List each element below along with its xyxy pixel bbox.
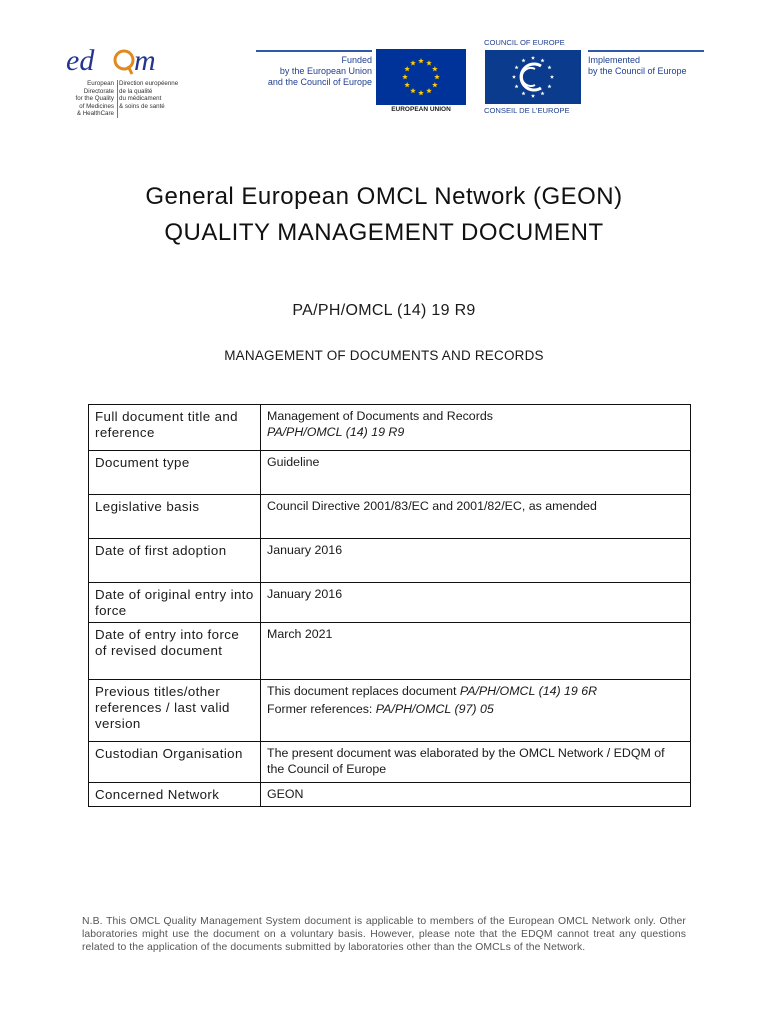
table-row-full-title xyxy=(89,405,691,451)
coe-name-french: CONSEIL DE L'EUROPE xyxy=(484,106,570,115)
row-label: Custodian Organisation xyxy=(89,742,261,783)
document-title-line2: QUALITY MANAGEMENT DOCUMENT xyxy=(164,219,604,246)
document-info-table xyxy=(88,404,691,807)
svg-text:ed: ed xyxy=(66,44,95,77)
row-value: GEON xyxy=(261,783,691,807)
row-label: Legislative basis xyxy=(89,495,261,539)
row-value: January 2016 xyxy=(261,583,691,623)
funded-rule xyxy=(256,50,372,52)
previous-line1-prefix: This document replaces document xyxy=(267,684,460,698)
table-row-revised-entry xyxy=(89,623,691,680)
eu-flag-icon xyxy=(376,49,466,105)
edqm-divider xyxy=(117,80,118,118)
table-row-document-type xyxy=(89,451,691,495)
row-label: Concerned Network xyxy=(89,783,261,807)
edqm-wordmark xyxy=(64,44,164,78)
coe-name-english: COUNCIL OF EUROPE xyxy=(484,38,565,47)
implemented-rule xyxy=(588,50,704,52)
edqm-logo xyxy=(58,44,182,120)
council-of-europe-logo xyxy=(484,38,584,118)
table-row-legislative-basis xyxy=(89,495,691,539)
row-label: Previous titles/other references / last valid version xyxy=(89,680,261,742)
row-value xyxy=(261,405,691,451)
table-row-previous-titles xyxy=(89,680,691,742)
row-value: March 2021 xyxy=(261,623,691,680)
previous-line2 xyxy=(267,701,684,717)
table-row-first-adoption xyxy=(89,539,691,583)
row-value: January 2016 xyxy=(261,539,691,583)
document-reference: PA/PH/OMCL (14) 19 R9 xyxy=(292,302,476,319)
row-label: Document type xyxy=(89,451,261,495)
footer-note: N.B. This OMCL Quality Management System document is applicable to members of the European OMCL Network only. Other laboratories might use the document on a voluntary basis. However, please note that the EDQM cannot treat any questions related to the application of the documents submitted by laboratories other than the OMCLs of the Network. xyxy=(82,916,686,953)
previous-line2-reference: PA/PH/OMCL (97) 05 xyxy=(375,702,494,716)
row-value xyxy=(261,680,691,742)
previous-line1-reference: PA/PH/OMCL (14) 19 6R xyxy=(459,684,598,698)
row-label: Date of entry into force of revised document xyxy=(89,623,261,680)
table-row-custodian xyxy=(89,742,691,783)
eu-flag-logo xyxy=(376,49,466,115)
row-value: Council Directive 2001/83/EC and 2001/82/EC, as amended xyxy=(261,495,691,539)
document-subject: MANAGEMENT OF DOCUMENTS AND RECORDS xyxy=(224,348,544,363)
funded-text: Funded by the European Union and the Council of Europe xyxy=(267,55,372,87)
previous-line2-prefix: Former references: xyxy=(267,702,376,716)
row-label: Date of first adoption xyxy=(89,539,261,583)
implemented-text: Implemented by the Council of Europe xyxy=(588,55,687,76)
full-title-reference: PA/PH/OMCL (14) 19 R9 xyxy=(267,425,405,439)
edqm-caption-french: Direction européenne de la qualité du médicament & soins de santé xyxy=(119,80,179,110)
funded-by-block xyxy=(256,50,372,88)
council-of-europe-flag-icon xyxy=(485,50,581,104)
row-label: Full document title and reference xyxy=(89,405,261,451)
svg-text:m: m xyxy=(134,44,156,77)
document-title-line1: General European OMCL Network (GEON) xyxy=(145,183,623,210)
table-row-concerned-network xyxy=(89,783,691,807)
edqm-caption-english: European Directorate for the Quality of Medicines & HealthCare xyxy=(75,80,114,118)
row-value: The present document was elaborated by the OMCL Network / EDQM of the Council of Europe xyxy=(261,742,691,783)
full-title-value: Management of Documents and Records xyxy=(267,409,493,423)
implemented-by-block xyxy=(588,50,704,77)
table-row-original-entry xyxy=(89,583,691,623)
previous-line1 xyxy=(267,683,684,699)
eu-flag-caption: EUROPEAN UNION xyxy=(391,106,451,113)
row-label: Date of original entry into force xyxy=(89,583,261,623)
row-value: Guideline xyxy=(261,451,691,495)
